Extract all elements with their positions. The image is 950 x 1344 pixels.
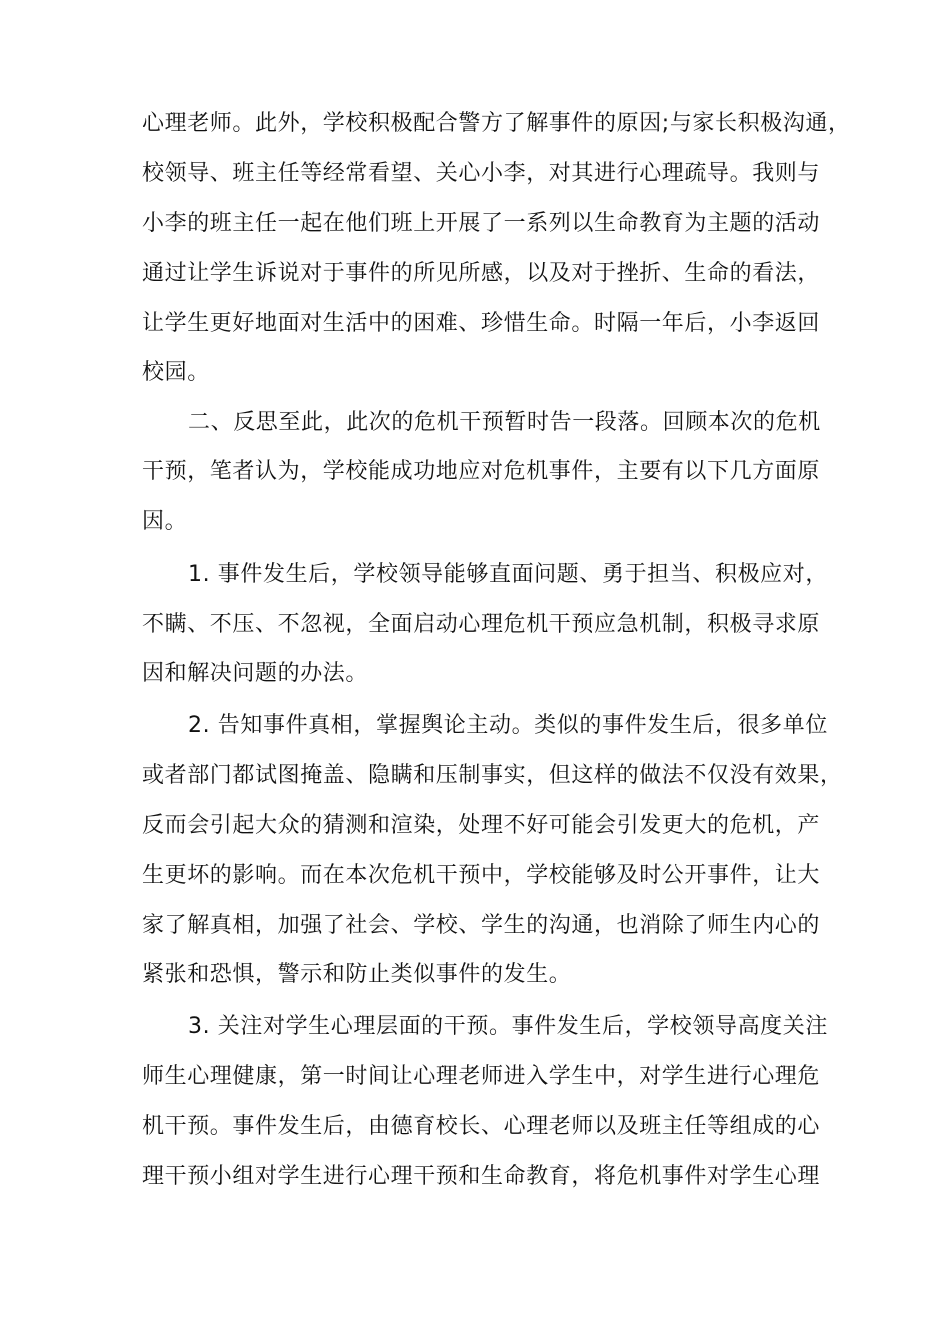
text-line: 因和解决问题的办法。 [142,661,369,686]
text-line: 心理老师。此外，学校积极配合警方了解事件的原因;与家长积极沟通， [142,111,851,136]
text-line: 机干预。事件发生后，由德育校长、心理老师以及班主任等组成的心 [142,1114,821,1139]
text-line: 反而会引起大众的猜测和渲染，处理不好可能会引发更大的危机，产 [142,813,821,838]
text-line: 师生心理健康，第一时间让心理老师进入学生中，对学生进行心理危 [142,1064,821,1089]
text-line: 干预，笔者认为，学校能成功地应对危机事件，主要有以下几方面原 [142,459,821,484]
text-line: 紧张和恐惧，警示和防止类似事件的发生。 [142,962,572,987]
text-line: 3. 关注对学生心理层面的干预。事件发生后，学校领导高度关注 [188,1014,828,1039]
text-line: 让学生更好地面对生活中的困难、珍惜生命。时隔一年后，小李返回 [142,311,821,336]
text-line: 理干预小组对学生进行心理干预和生命教育，将危机事件对学生心理 [142,1164,821,1189]
text-line: 因。 [142,509,188,534]
text-line: 通过让学生诉说对于事件的所见所感，以及对于挫折、生命的看法， [142,261,821,286]
text-line: 生更坏的影响。而在本次危机干预中，学校能够及时公开事件，让大 [142,863,821,888]
text-line: 小李的班主任一起在他们班上开展了一系列以生命教育为主题的活动 [142,211,821,236]
text-line: 校领导、班主任等经常看望、关心小李，对其进行心理疏导。我则与 [142,161,821,186]
text-line: 校园。 [142,360,210,385]
text-line: 家了解真相，加强了社会、学校、学生的沟通，也消除了师生内心的 [142,913,821,938]
text-line: 不瞒、不压、不忽视，全面启动心理危机干预应急机制，积极寻求原 [142,612,821,637]
text-line: 或者部门都试图掩盖、隐瞒和压制事实，但这样的做法不仅没有效果， [142,763,843,788]
text-line: 二、反思至此，此次的危机干预暂时告一段落。回顾本次的危机 [188,410,821,435]
text-line: 1. 事件发生后，学校领导能够直面问题、勇于担当、积极应对， [188,562,828,587]
text-line: 2. 告知事件真相，掌握舆论主动。类似的事件发生后，很多单位 [188,713,828,738]
